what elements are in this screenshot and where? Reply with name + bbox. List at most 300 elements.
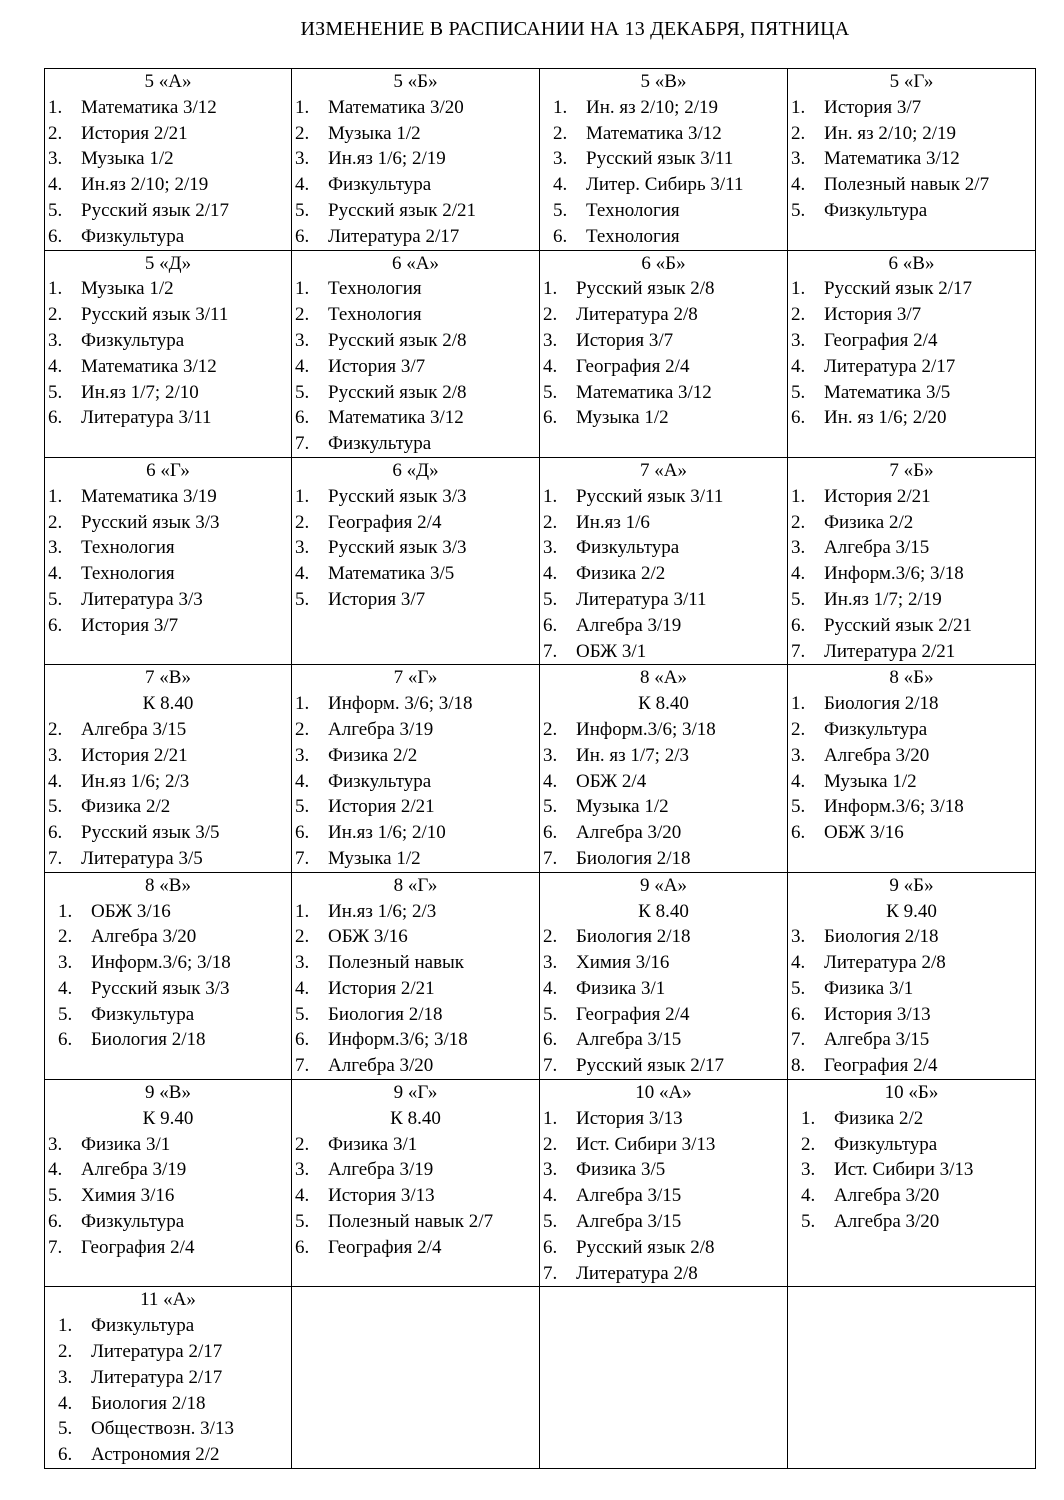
lesson-subject: Математика 3/12: [824, 148, 960, 170]
lesson-subject: Литература 2/17: [91, 1341, 223, 1363]
class-name: 10 «А»: [635, 1082, 692, 1104]
lesson-subject: Физкультура: [328, 174, 432, 196]
lesson-subject: Математика 3/5: [328, 563, 455, 585]
lesson-number: 1.: [791, 96, 806, 118]
lesson-number: 3.: [48, 537, 63, 559]
lesson-number: 3.: [791, 926, 806, 948]
lesson-number: 7.: [295, 433, 310, 455]
lesson-number: 1.: [295, 485, 310, 507]
lesson-item: [788, 1002, 1035, 1028]
lesson-subject: Литература 2/21: [824, 640, 956, 662]
class-name: 6 «Г»: [146, 459, 190, 481]
lesson-subject: Литература 2/17: [91, 1366, 223, 1388]
lesson-subject: Русский язык 2/21: [328, 199, 477, 221]
lesson-subject: Алгебра 3/19: [328, 1159, 434, 1181]
lesson-item: [45, 328, 291, 354]
lesson-number: 3.: [553, 148, 568, 170]
lesson-number: 4.: [543, 977, 558, 999]
lesson-item: [45, 846, 291, 872]
lesson-item: [540, 405, 787, 431]
lesson-subject: Математика 3/12: [81, 96, 217, 118]
class-cell: [540, 250, 788, 457]
lesson-number: 1.: [791, 485, 806, 507]
lesson-item: [45, 950, 291, 976]
lesson-subject: История 3/7: [576, 329, 674, 351]
lesson-item: [540, 95, 787, 121]
lesson-item: [45, 1416, 291, 1442]
lesson-subject: География 2/4: [824, 329, 938, 351]
class-name: 11 «А»: [140, 1289, 196, 1311]
lesson-item: [540, 976, 787, 1002]
lesson-subject: История 2/21: [81, 122, 188, 144]
lesson-subject: Математика 3/12: [586, 122, 722, 144]
lesson-item: [45, 769, 291, 795]
lesson-item: [45, 924, 291, 950]
class-name: 8 «В»: [145, 874, 191, 896]
lesson-subject: Литература 3/3: [81, 588, 203, 610]
class-name: 6 «В»: [888, 252, 935, 274]
class-name: 9 «А»: [640, 874, 687, 896]
lesson-number: 4.: [58, 977, 73, 999]
lesson-subject: География 2/4: [824, 1055, 938, 1077]
lesson-number: 3.: [543, 1159, 558, 1181]
class-cell: [45, 1080, 292, 1287]
lesson-subject: Русский язык 2/21: [824, 614, 973, 636]
lesson-item: [788, 276, 1035, 302]
lesson-number: 3.: [801, 1159, 816, 1181]
lesson-number: 5.: [543, 588, 558, 610]
lesson-number: 4.: [58, 1392, 73, 1414]
lesson-subject: Физкультура: [834, 1133, 938, 1155]
lesson-item: [292, 691, 539, 717]
lesson-number: 2.: [295, 122, 310, 144]
class-name: 5 «А»: [144, 71, 192, 92]
schedule-row: [45, 872, 1036, 1079]
lesson-subject: Литература 2/17: [824, 355, 956, 377]
lesson-item: [292, 950, 539, 976]
lesson-item: [292, 380, 539, 406]
lesson-item: [292, 121, 539, 147]
lesson-item: [292, 1235, 539, 1261]
lesson-number: 1.: [58, 1315, 73, 1337]
class-cell: [292, 665, 540, 872]
class-name: 5 «Г»: [889, 71, 934, 92]
lesson-item: [540, 743, 787, 769]
lesson-subject: История 3/7: [824, 304, 922, 326]
lesson-number: 2.: [295, 1133, 310, 1155]
start-time-note: К 9.40: [142, 1107, 194, 1129]
lesson-number: 3.: [295, 1159, 310, 1181]
lesson-subject: Алгебра 3/20: [328, 1055, 434, 1077]
class-name: 7 «В»: [145, 667, 191, 689]
lesson-subject: Алгебра 3/15: [824, 537, 930, 559]
lesson-number: 1.: [543, 1107, 558, 1129]
lesson-item: [292, 146, 539, 172]
lesson-subject: Русский язык 2/8: [328, 329, 467, 351]
lesson-item: [292, 976, 539, 1002]
lesson-subject: Русский язык 3/3: [81, 511, 220, 533]
lesson-number: 2.: [543, 926, 558, 948]
lesson-number: 1.: [48, 278, 63, 300]
lesson-subject: Ист. Сибири 3/13: [576, 1133, 716, 1155]
lesson-number: 6.: [295, 225, 310, 247]
lesson-number: 5.: [543, 1211, 558, 1233]
lesson-number: 5.: [295, 796, 310, 818]
class-cell: [292, 872, 540, 1079]
lesson-subject: Алгебра 3/20: [834, 1185, 940, 1207]
lesson-item: [540, 846, 787, 872]
lesson-number: 8.: [791, 1055, 806, 1077]
lesson-subject: Математика 3/5: [824, 381, 951, 403]
start-time-note: К 9.40: [886, 900, 937, 922]
lesson-subject: Литература 2/8: [824, 952, 946, 974]
lesson-number: 5.: [48, 1185, 63, 1207]
lesson-subject: Музыка 1/2: [328, 847, 421, 869]
lesson-number: 2.: [48, 122, 63, 144]
lesson-item: [292, 431, 539, 457]
lesson-number: 6.: [543, 407, 558, 429]
lesson-item: [45, 794, 291, 820]
lesson-subject: Физкультура: [81, 329, 185, 351]
lesson-item: [788, 95, 1035, 121]
lesson-item: [45, 484, 291, 510]
lesson-subject: ОБЖ 3/16: [824, 822, 904, 844]
lesson-number: 1.: [543, 278, 558, 300]
lesson-number: 5.: [48, 588, 63, 610]
lesson-subject: География 2/4: [328, 1236, 442, 1258]
lesson-item: [788, 121, 1035, 147]
lesson-item: [45, 587, 291, 613]
lesson-number: 7.: [543, 1262, 558, 1284]
lesson-subject: Физика 2/2: [824, 511, 914, 533]
lesson-subject: География 2/4: [576, 355, 690, 377]
lesson-number: 2.: [543, 1133, 558, 1155]
lesson-item: [540, 1027, 787, 1053]
lesson-item: [292, 743, 539, 769]
lesson-number: 3.: [48, 329, 63, 351]
lesson-number: 6.: [58, 1029, 73, 1051]
lesson-number: 5.: [295, 199, 310, 221]
class-name: 5 «В»: [640, 71, 687, 92]
lesson-item: [540, 769, 787, 795]
lesson-item: [788, 820, 1035, 846]
lesson-number: 4.: [543, 770, 558, 792]
lesson-item: [540, 924, 787, 950]
lesson-item: [788, 743, 1035, 769]
lesson-subject: История 3/13: [824, 1003, 931, 1025]
lesson-number: 2.: [58, 926, 73, 948]
lesson-item: [292, 769, 539, 795]
class-name: 8 «Б»: [889, 667, 934, 689]
lesson-subject: Физика 3/1: [824, 977, 914, 999]
lesson-item: [540, 484, 787, 510]
lesson-item: [788, 1053, 1035, 1079]
lesson-subject: Музыка 1/2: [824, 770, 917, 792]
class-cell: [45, 457, 292, 664]
lesson-item: [788, 769, 1035, 795]
lesson-item: [292, 405, 539, 431]
lesson-subject: Астрономия 2/2: [91, 1444, 220, 1466]
lesson-item: [45, 1002, 291, 1028]
lesson-item: [45, 354, 291, 380]
lesson-subject: Литература 3/11: [81, 407, 212, 429]
class-cell: [788, 1080, 1036, 1287]
lesson-subject: Ин.яз 1/6; 2/3: [81, 770, 190, 792]
lesson-subject: Русский язык 2/8: [328, 381, 467, 403]
lesson-item: [788, 146, 1035, 172]
lesson-subject: ОБЖ 3/16: [91, 900, 171, 922]
class-cell: [45, 69, 292, 251]
lesson-item: [292, 1053, 539, 1079]
lesson-item: [292, 95, 539, 121]
lesson-number: 3.: [48, 148, 63, 170]
lesson-subject: Физика 2/2: [834, 1107, 924, 1129]
lesson-number: 2.: [791, 718, 806, 740]
lesson-item: [292, 1002, 539, 1028]
lesson-subject: Ист. Сибири 3/13: [834, 1159, 974, 1181]
class-cell: [788, 872, 1036, 1079]
lesson-subject: Русский язык 3/11: [586, 148, 734, 170]
class-name: 7 «А»: [640, 459, 687, 481]
lesson-number: 2.: [791, 511, 806, 533]
lesson-number: 3.: [791, 744, 806, 766]
lesson-subject: Русский язык 2/17: [576, 1055, 725, 1077]
lesson-item: [292, 276, 539, 302]
lesson-subject: История 3/7: [328, 355, 426, 377]
lesson-item: [292, 794, 539, 820]
lesson-subject: Алгебра 3/15: [576, 1029, 682, 1051]
class-name: 9 «В»: [145, 1082, 191, 1104]
lesson-number: 5.: [553, 199, 568, 221]
lesson-number: 5.: [791, 199, 806, 221]
lesson-number: 3.: [58, 952, 73, 974]
lesson-item: [292, 1209, 539, 1235]
lesson-subject: Физика 2/2: [576, 563, 666, 585]
lesson-number: 4.: [295, 1185, 310, 1207]
lesson-item: [788, 561, 1035, 587]
lesson-subject: Информ.3/6; 3/18: [328, 1029, 468, 1051]
lesson-item: [788, 976, 1035, 1002]
lesson-item: [45, 1157, 291, 1183]
lesson-item: [540, 121, 787, 147]
class-cell: [45, 250, 292, 457]
class-name: 6 «А»: [392, 252, 439, 274]
lesson-number: 5.: [295, 1003, 310, 1025]
lesson-item: [788, 380, 1035, 406]
lesson-subject: Физика 3/1: [576, 977, 666, 999]
lesson-subject: Алгебра 3/15: [81, 718, 187, 740]
empty-cell: [540, 1287, 788, 1469]
start-time-note: К 8.40: [142, 693, 194, 715]
lesson-item: [540, 276, 787, 302]
lesson-number: 6.: [48, 225, 63, 247]
lesson-item: [292, 1027, 539, 1053]
lesson-subject: Ин.яз 1/6: [576, 511, 650, 533]
lesson-item: [45, 405, 291, 431]
lesson-subject: Русский язык 3/3: [328, 485, 467, 507]
lesson-item: [45, 1132, 291, 1158]
schedule-row: [45, 250, 1036, 457]
lesson-number: 1.: [791, 278, 806, 300]
lesson-number: 6.: [48, 1211, 63, 1233]
class-cell: [45, 665, 292, 872]
lesson-number: 4.: [791, 174, 806, 196]
lesson-number: 1.: [553, 96, 568, 118]
lesson-subject: Русский язык 2/17: [81, 199, 230, 221]
lesson-subject: Русский язык 2/8: [576, 1236, 715, 1258]
lesson-number: 3.: [543, 537, 558, 559]
lesson-item: [540, 1235, 787, 1261]
lesson-item: [788, 691, 1035, 717]
lesson-number: 7.: [48, 847, 63, 869]
lesson-item: [45, 561, 291, 587]
lesson-number: 5.: [543, 1003, 558, 1025]
lesson-number: 1.: [295, 693, 310, 715]
lesson-subject: ОБЖ 3/1: [576, 640, 647, 662]
lesson-subject: Музыка 1/2: [81, 278, 174, 300]
lesson-subject: Обществозн. 3/13: [91, 1418, 234, 1440]
empty-cell: [292, 1287, 540, 1469]
lesson-number: 6.: [791, 822, 806, 844]
lesson-subject: Информ.3/6; 3/18: [91, 952, 231, 974]
lesson-item: [788, 510, 1035, 536]
lesson-number: 1.: [48, 96, 63, 118]
lesson-subject: Физкультура: [91, 1003, 195, 1025]
class-cell: [788, 69, 1036, 251]
lesson-item: [45, 510, 291, 536]
lesson-subject: Математика 3/12: [576, 381, 712, 403]
lesson-subject: История 3/7: [824, 96, 922, 118]
lesson-item: [540, 1157, 787, 1183]
lesson-subject: Алгебра 3/19: [576, 614, 682, 636]
lesson-subject: Ин.яз 1/7; 2/19: [824, 588, 942, 610]
lesson-subject: Литература 3/5: [81, 847, 203, 869]
lesson-number: 3.: [791, 537, 806, 559]
lesson-number: 1.: [295, 900, 310, 922]
lesson-subject: Литература 2/17: [328, 225, 460, 247]
lesson-item: [292, 717, 539, 743]
lesson-number: 3.: [791, 148, 806, 170]
lesson-item: [788, 639, 1035, 665]
lesson-item: [45, 302, 291, 328]
lesson-number: 3.: [295, 537, 310, 559]
lesson-item: [45, 1391, 291, 1417]
lesson-item: [540, 1106, 787, 1132]
lesson-item: [292, 846, 539, 872]
lesson-number: 4.: [48, 1159, 63, 1181]
lesson-item: [45, 146, 291, 172]
lesson-number: 3.: [543, 744, 558, 766]
lesson-subject: История 2/21: [81, 744, 188, 766]
lesson-item: [45, 899, 291, 925]
lesson-subject: Химия 3/16: [576, 952, 670, 974]
lesson-item: [788, 924, 1035, 950]
class-cell: [540, 665, 788, 872]
lesson-number: 4.: [295, 977, 310, 999]
lesson-subject: Биология 2/18: [576, 926, 691, 948]
lesson-subject: Технология: [328, 278, 422, 300]
lesson-number: 1.: [48, 485, 63, 507]
lesson-item: [45, 1235, 291, 1261]
lesson-subject: Русский язык 2/8: [576, 278, 715, 300]
lesson-subject: Биология 2/18: [824, 926, 939, 948]
class-cell: [788, 457, 1036, 664]
lesson-number: 4.: [543, 563, 558, 585]
lesson-item: [292, 899, 539, 925]
lesson-number: 6.: [543, 822, 558, 844]
lesson-subject: Литература 2/8: [576, 304, 698, 326]
lesson-number: 4.: [295, 563, 310, 585]
class-name: 8 «А»: [640, 667, 687, 689]
lesson-subject: Алгебра 3/15: [576, 1211, 682, 1233]
lesson-item: [540, 1209, 787, 1235]
lesson-subject: Биология 2/18: [91, 1392, 206, 1414]
lesson-number: 1.: [791, 693, 806, 715]
lesson-subject: ОБЖ 3/16: [328, 926, 408, 948]
lesson-number: 1.: [295, 278, 310, 300]
lesson-subject: Информ.3/6; 3/18: [824, 563, 964, 585]
lesson-number: 6.: [58, 1444, 73, 1466]
lesson-subject: Литература 2/8: [576, 1262, 698, 1284]
lesson-number: 6.: [543, 1236, 558, 1258]
lesson-subject: Ин.яз 2/10; 2/19: [81, 174, 209, 196]
lesson-number: 3.: [48, 1133, 63, 1155]
lesson-subject: Музыка 1/2: [576, 796, 669, 818]
lesson-number: 2.: [48, 718, 63, 740]
lesson-item: [540, 639, 787, 665]
lesson-number: 2.: [801, 1133, 816, 1155]
lesson-subject: Алгебра 3/15: [576, 1185, 682, 1207]
lesson-item: [292, 328, 539, 354]
lesson-item: [540, 510, 787, 536]
lesson-subject: Физкультура: [328, 433, 432, 455]
lesson-subject: Математика 3/12: [328, 407, 464, 429]
lesson-number: 7.: [48, 1236, 63, 1258]
class-cell: [45, 872, 292, 1079]
lesson-number: 4.: [295, 355, 310, 377]
class-cell: [292, 457, 540, 664]
lesson-item: [788, 302, 1035, 328]
lesson-subject: Музыка 1/2: [576, 407, 669, 429]
lesson-item: [788, 1157, 1035, 1183]
lesson-number: 6.: [791, 614, 806, 636]
lesson-number: 6.: [48, 614, 63, 636]
lesson-item: [45, 121, 291, 147]
lesson-number: 6.: [791, 407, 806, 429]
lesson-subject: Русский язык 3/3: [91, 977, 230, 999]
lesson-number: 2.: [553, 122, 568, 144]
lesson-number: 2.: [543, 718, 558, 740]
lesson-number: 5.: [543, 381, 558, 403]
lesson-subject: Технология: [586, 225, 680, 247]
lesson-item: [540, 172, 787, 198]
lesson-number: 2.: [295, 926, 310, 948]
lesson-number: 6.: [295, 1236, 310, 1258]
lesson-subject: Биология 2/18: [91, 1029, 206, 1051]
lesson-subject: Музыка 1/2: [328, 122, 421, 144]
lesson-number: 4.: [295, 770, 310, 792]
lesson-subject: Технология: [81, 537, 175, 559]
lesson-subject: Ин.яз 1/6; 2/19: [328, 148, 446, 170]
lesson-subject: История 2/21: [328, 796, 435, 818]
lesson-subject: Ин. яз 2/10; 2/19: [824, 122, 956, 144]
schedule-row: [45, 457, 1036, 664]
lesson-item: [292, 172, 539, 198]
lesson-number: 4.: [543, 355, 558, 377]
lesson-number: 2.: [295, 511, 310, 533]
lesson-number: 2.: [791, 122, 806, 144]
class-cell: [540, 457, 788, 664]
